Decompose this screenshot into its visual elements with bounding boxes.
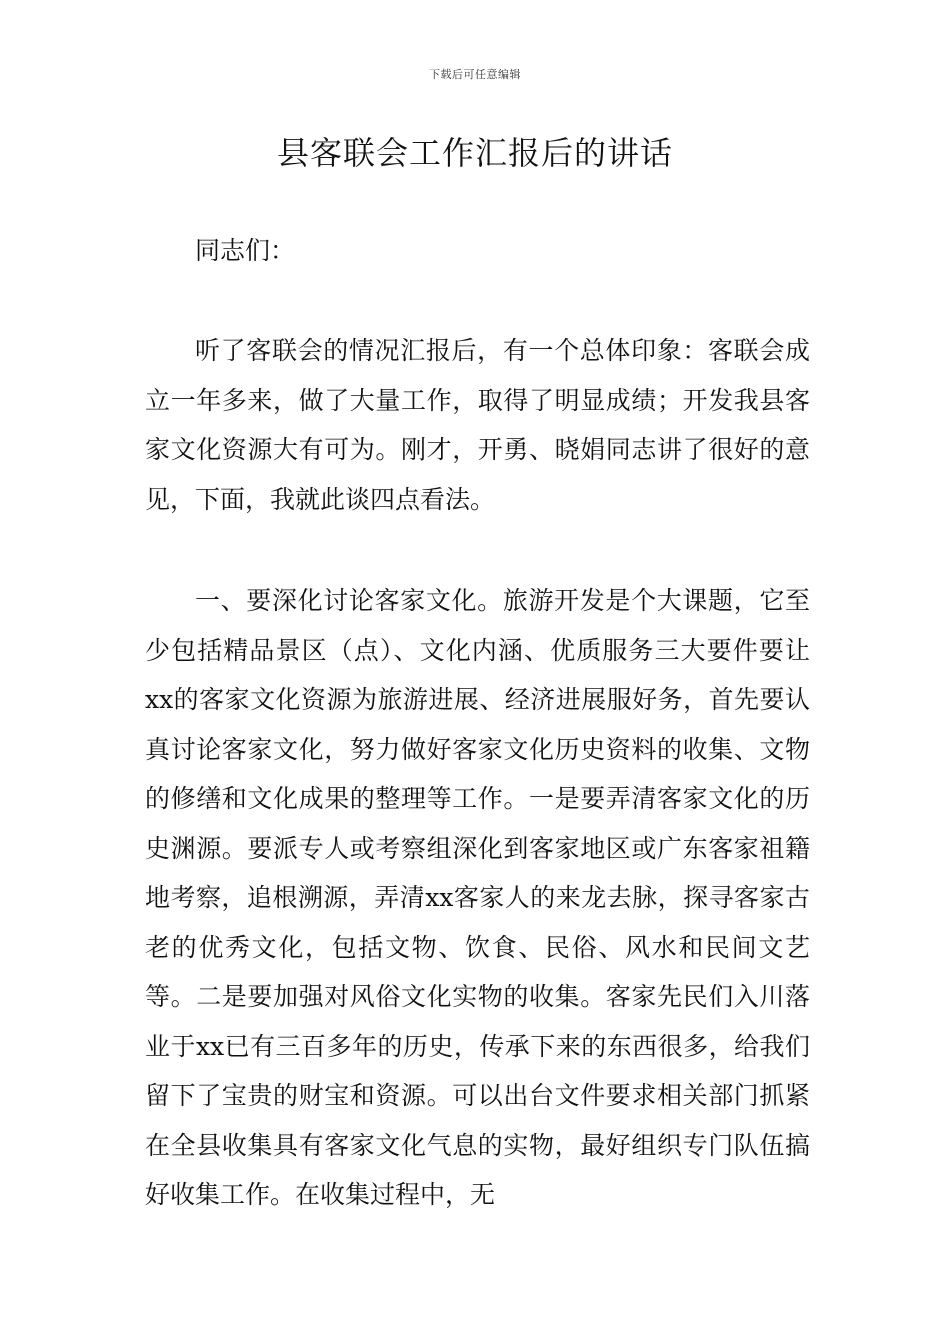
header-note: 下载后可任意编辑 bbox=[429, 68, 521, 81]
document-title: 县客联会工作汇报后的讲话 bbox=[276, 134, 673, 172]
salutation: 同志们： bbox=[195, 236, 296, 265]
paragraph-2: 一、要深化讨论客家文化。旅游开发是个大课题，它至少包括精品景区（点）、文化内涵、优质服务三大要件要让xx的客家文化资源为旅游进展、经济进展服好务，首先要认真讨论客家文化，努力做好客家文化历史资料的收集、文物的修缮和文化成果的整理等工作。一是要弄清客家文化的历史渊源。要派专人或考察组深化到客家地区或广东客家祖籍地考察，追根溯源，弄清xx客家人的来龙去脉，探寻客家古老的优秀文化，包括文物、饮食、民俗、风水和民间文艺等。二是要加强对风俗文化实物的收集。客家先民们入川落业于xx已有三百多年的历史，传承下来的东西很多，给我们留下了宝贵的财宝和资源。可以出台文件要求相关部门抓紧在全县收集具有客家文化气息的实物，最好组织专门队伍搞好收集工作。在收集过程中，无 bbox=[145, 586, 810, 1209]
paragraph-1: 听了客联会的情况汇报后，有一个总体印象：客联会成立一年多来，做了大量工作，取得了明显成绩；开发我县客家文化资源大有可为。刚才，开勇、晓娟同志讲了很好的意见，下面，我就此谈四点看法。 bbox=[145, 336, 810, 514]
